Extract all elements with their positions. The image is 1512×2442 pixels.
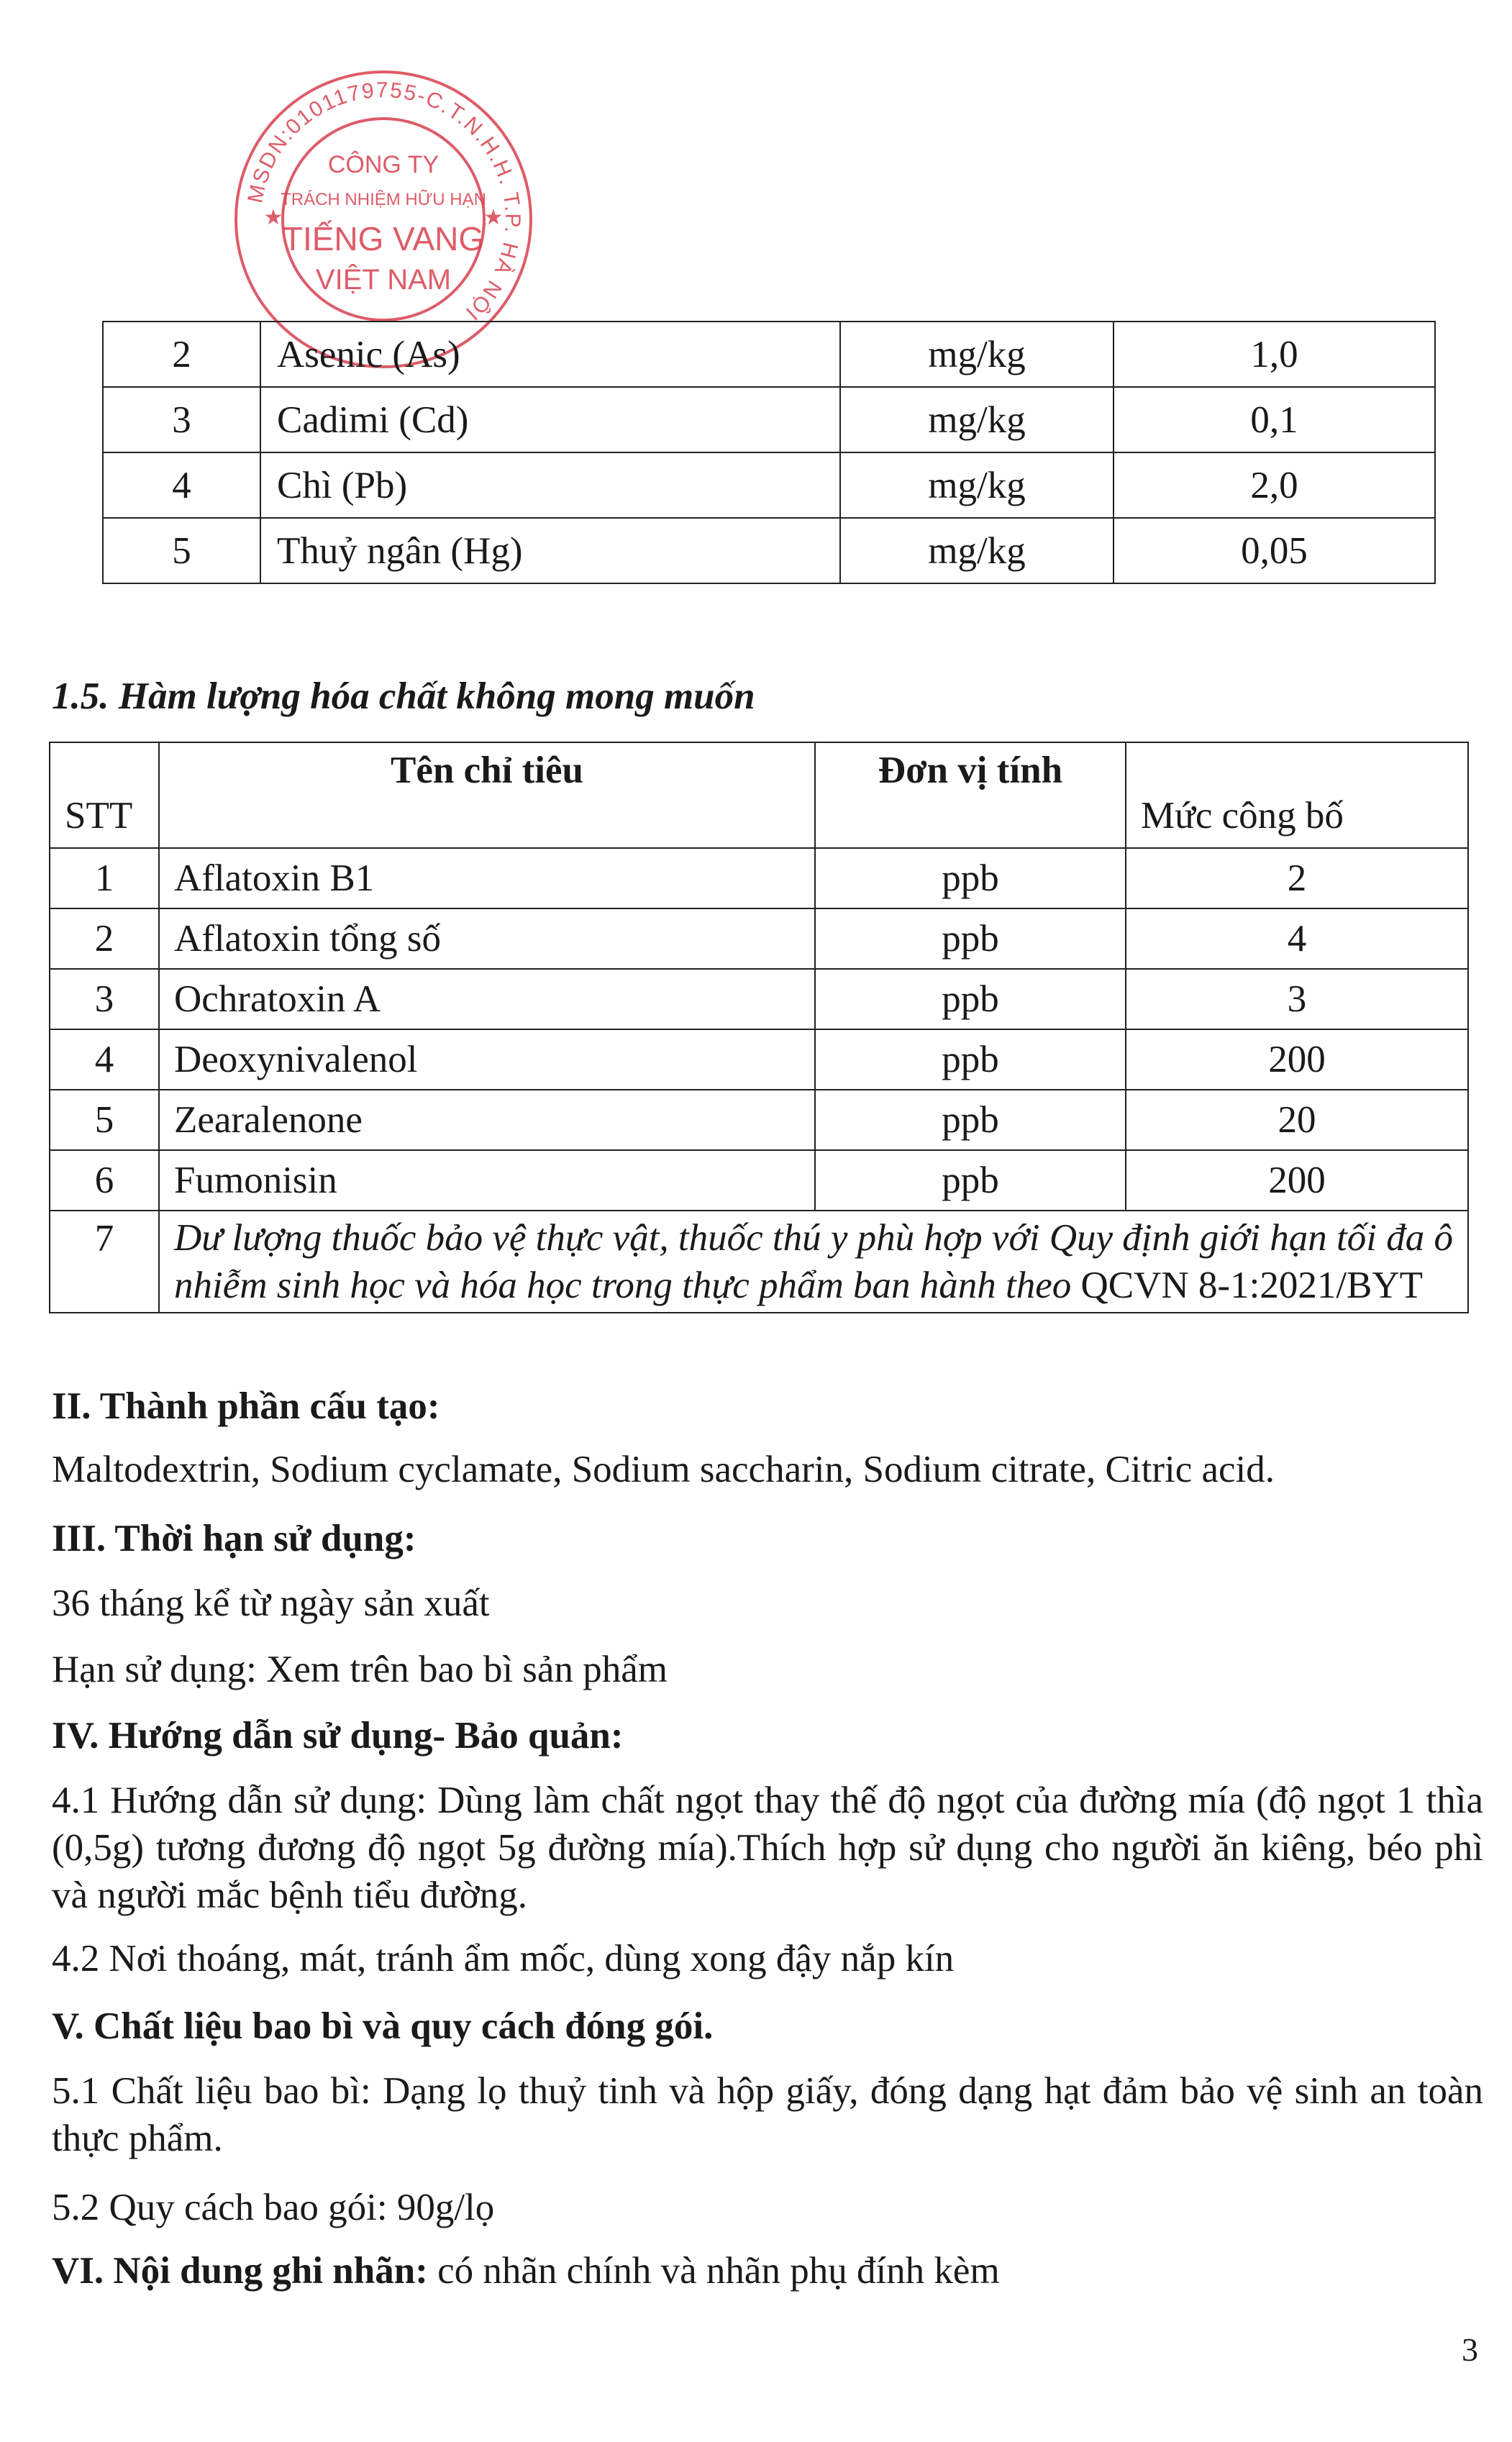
header-stt: STT: [50, 742, 159, 848]
row-level: 20: [1126, 1090, 1468, 1150]
row-name: Aflatoxin B1: [159, 848, 815, 908]
row-stt: 2: [50, 908, 159, 969]
header-level: Mức công bố: [1126, 742, 1468, 848]
page-number: 3: [1462, 2331, 1478, 2368]
section-5-paragraph-2: 5.2 Quy cách bao gói: 90g/lọ: [52, 2187, 495, 2228]
row-stt: 3: [103, 387, 260, 452]
svg-text:VIỆT NAM: VIỆT NAM: [315, 264, 452, 296]
table-row: [50, 1150, 1468, 1211]
section-1-5-title: 1.5. Hàm lượng hóa chất không mong muốn: [52, 675, 755, 717]
row-name: Thuỷ ngân (Hg): [260, 518, 840, 583]
table-row: [50, 969, 1468, 1029]
table-row: [50, 908, 1468, 969]
row-level: 1,0: [1113, 322, 1435, 387]
row-level: 200: [1126, 1150, 1468, 1211]
section-4-heading: IV. Hướng dẫn sử dụng- Bảo quản:: [52, 1715, 624, 1757]
row-name: Asenic (As): [260, 322, 840, 387]
row-name: Aflatoxin tổng số: [159, 908, 815, 969]
svg-text:★: ★: [483, 206, 504, 229]
table-row: [103, 387, 1435, 452]
row-level: 0,1: [1113, 387, 1435, 452]
table-row: [103, 518, 1435, 583]
heavy-metals-table: [102, 321, 1436, 584]
row-name: Zearalenone: [159, 1090, 815, 1150]
row-name: Chì (Pb): [260, 452, 840, 518]
section-6-heading: VI. Nội dung ghi nhãn:: [52, 2250, 428, 2292]
table-row: [50, 1090, 1468, 1150]
section-4-paragraph-2: 4.2 Nơi thoáng, mát, tránh ẩm mốc, dùng xong đậy nắp kín: [52, 1938, 955, 1979]
svg-text:TIẾNG VANG: TIẾNG VANG: [282, 220, 485, 258]
svg-text:CÔNG TY: CÔNG TY: [327, 151, 440, 178]
row-name: Fumonisin: [159, 1150, 815, 1211]
note-text-italic: Dư lượng thuốc bảo vệ thực vật, thuốc thú y phù hợp với Quy định giới hạn tối đa ô nhiễm sinh học và hóa học trong thực phẩm ban hành theo: [174, 1217, 1453, 1306]
section-5-paragraph-1: 5.1 Chất liệu bao bì: Dạng lọ thuỷ tinh và hộp giấy, đóng dạng hạt đảm bảo vệ sinh an toàn thực phẩm.: [52, 2070, 1483, 2159]
section-2-heading: II. Thành phần cấu tạo:: [52, 1385, 440, 1427]
row-stt: 4: [103, 452, 260, 518]
table-row: [50, 848, 1468, 908]
row-unit: ppb: [815, 1029, 1126, 1090]
row-stt: 6: [50, 1150, 159, 1211]
note-text-standard: QCVN 8-1:2021/BYT: [1080, 1265, 1424, 1306]
table-header-row: [50, 742, 1468, 848]
row-level: 3: [1126, 969, 1468, 1029]
row-level: 0,05: [1113, 518, 1435, 583]
section-3-line2: Hạn sử dụng: Xem trên bao bì sản phẩm: [52, 1649, 668, 1690]
row-stt: 7: [50, 1211, 159, 1313]
row-unit: ppb: [815, 848, 1126, 908]
header-name: Tên chỉ tiêu: [159, 742, 815, 848]
row-unit: ppb: [815, 1090, 1126, 1150]
section-6-line: [52, 2247, 1483, 2295]
row-name: Cadimi (Cd): [260, 387, 840, 452]
row-unit: ppb: [815, 1150, 1126, 1211]
row-level: 4: [1126, 908, 1468, 969]
table-row: [103, 322, 1435, 387]
table-row: [103, 452, 1435, 518]
section-5-heading: V. Chất liệu bao bì và quy cách đóng gói.: [52, 2005, 714, 2047]
row-stt: 5: [103, 518, 260, 583]
row-unit: mg/kg: [840, 452, 1113, 518]
section-2-text: Maltodextrin, Sodium cyclamate, Sodium saccharin, Sodium citrate, Citric acid.: [52, 1449, 1275, 1490]
row-stt: 3: [50, 969, 159, 1029]
section-3-line1: 36 tháng kể từ ngày sản xuất: [52, 1582, 490, 1624]
row-unit: mg/kg: [840, 322, 1113, 387]
row-name: Ochratoxin A: [159, 969, 815, 1029]
row-unit: mg/kg: [840, 518, 1113, 583]
svg-text:TRÁCH NHIỆM HỮU HẠN: TRÁCH NHIỆM HỮU HẠN: [281, 190, 486, 209]
svg-text:★: ★: [263, 206, 283, 229]
row-level: 2,0: [1113, 452, 1435, 518]
section-6-text: có nhãn chính và nhãn phụ đính kèm: [427, 2250, 1000, 2292]
table-row: [50, 1029, 1468, 1090]
svg-text:MSDN:0101179755-C.T.N.H.H. T.P: MSDN:0101179755-C.T.N.H.H. T.P. HÀ NỘI: [243, 78, 525, 326]
undesired-chemicals-table: [49, 742, 1469, 1313]
row-stt: 5: [50, 1090, 159, 1150]
row-name: Deoxynivalenol: [159, 1029, 815, 1090]
section-4-paragraph-1: 4.1 Hướng dẫn sử dụng: Dùng làm chất ngọt thay thế độ ngọt của đường mía (độ ngọt 1 thìa (0,5g) tương đương độ ngọt 5g đường mía).Thích hợp sử dụng cho người ăn kiêng, béo phì và người mắc bệnh tiểu đường.: [52, 1780, 1483, 1916]
table-row-note: [50, 1211, 1468, 1313]
row-stt: 4: [50, 1029, 159, 1090]
row-unit: ppb: [815, 908, 1126, 969]
row-unit: ppb: [815, 969, 1126, 1029]
header-unit: Đơn vị tính: [815, 742, 1126, 848]
row-unit: mg/kg: [840, 387, 1113, 452]
row-stt: 2: [103, 322, 260, 387]
section-3-heading: III. Thời hạn sử dụng:: [52, 1518, 416, 1559]
row-level: 200: [1126, 1029, 1468, 1090]
row-stt: 1: [50, 848, 159, 908]
row-level: 2: [1126, 848, 1468, 908]
note-cell: [159, 1211, 1468, 1313]
